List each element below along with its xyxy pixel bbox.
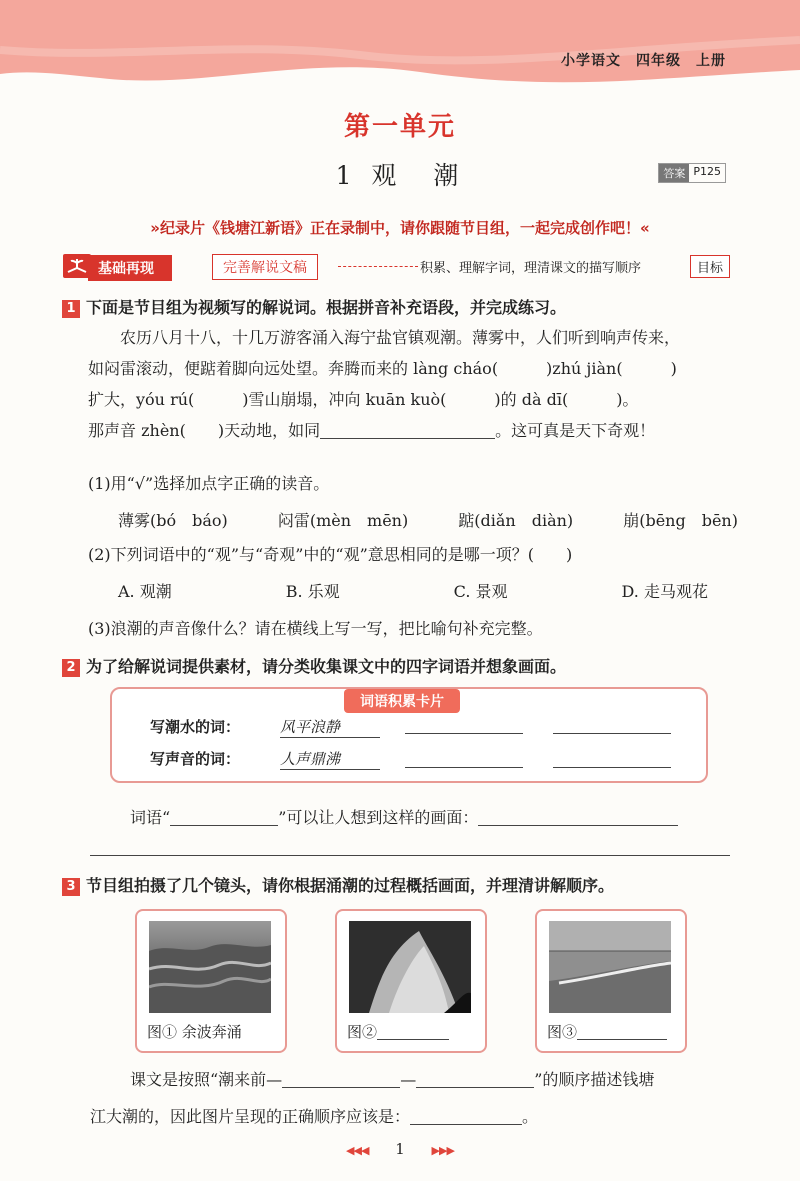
order-text: ”的顺序描述钱塘 [534, 1070, 655, 1089]
answer-blank[interactable] [410, 1108, 522, 1125]
answer-blank[interactable] [405, 733, 523, 734]
question-text: 节目组拍摄了几个镜头，请你根据涌潮的过程概括画面，并理清讲解顺序。 [86, 876, 615, 895]
question-2-title [62, 654, 566, 677]
word-prompt [130, 805, 678, 828]
splash-photo [349, 921, 471, 1013]
question-1-title [62, 295, 566, 318]
question-number: 1 [62, 300, 80, 318]
order-text: — [400, 1070, 417, 1089]
answer-blank[interactable] [282, 1071, 400, 1088]
answer-blank[interactable] [553, 767, 671, 768]
section-label: 基础再现 [88, 255, 172, 281]
section-goal: 积累、理解字词，理清课文的描写顺序 [420, 261, 642, 276]
order-text: 江大潮的，因此图片呈现的正确顺序应该是： [90, 1107, 411, 1126]
question-number: 2 [62, 659, 80, 677]
order-text: 课文是按照“潮来前— [130, 1070, 283, 1089]
goal-tag: 目标 [690, 255, 730, 278]
passage-text: 那声音 zhèn( )天动地，如同 [88, 421, 321, 440]
reading-option[interactable]: 闷雷(mèn mēn) [277, 511, 409, 530]
question-text: 为了给解说词提供素材，请分类收集课文中的四字词语并想象画面。 [86, 657, 567, 676]
section-divider [338, 266, 418, 267]
card-title: 词语积累卡片 [344, 689, 460, 713]
choice-option[interactable]: B. 乐观 [285, 582, 340, 601]
card-word: 风平浪静 [280, 716, 380, 738]
choice-option[interactable]: A. 观潮 [118, 582, 172, 601]
order-line-1 [130, 1067, 654, 1090]
choice-options [118, 579, 708, 602]
left-arrows-icon: ◀◀◀ [346, 1144, 369, 1157]
photo-caption [547, 1021, 667, 1042]
page-footer [0, 1140, 800, 1158]
sub-question-1: (1)用“√”选择加点字正确的读音。 [88, 474, 330, 493]
question-text: 下面是节目组为视频写的解说词。根据拼音补充语段，并完成练习。 [86, 298, 567, 317]
question-number: 3 [62, 878, 80, 896]
section-sub: 完善解说文稿 [212, 254, 318, 280]
answer-blank[interactable] [405, 767, 523, 768]
prompt-text: ”可以让人想到这样的画面： [278, 808, 479, 827]
reading-option[interactable]: 崩(bēng bēn) [623, 511, 738, 530]
answer-blank[interactable] [416, 1071, 534, 1088]
prompt-text: 词语“ [130, 808, 171, 827]
caption-text: 图③ [547, 1023, 578, 1041]
reading-options [118, 508, 738, 531]
answer-line[interactable] [90, 855, 730, 856]
reading-option[interactable]: 踮(diǎn diàn) [458, 511, 574, 530]
reading-option[interactable]: 薄雾(bó báo) [118, 511, 228, 530]
card-row-label: 写潮水的词： [150, 718, 241, 736]
book-info: 小学语文 四年级 上册 [561, 53, 726, 69]
passage-line [88, 415, 738, 446]
photo-caption [347, 1021, 449, 1042]
answer-ref[interactable] [658, 163, 726, 183]
passage-line: 农历八月十八，十几万游客涌入海宁盐官镇观潮。薄雾中，人们听到响声传来， [120, 328, 681, 347]
sub-question-2: (2)下列词语中的“观”与“奇观”中的“观”意思相同的是哪一项？( ) [88, 545, 573, 564]
answer-blank[interactable] [577, 1023, 667, 1040]
intro-banner: »纪录片《钱塘江新语》正在录制中，请你跟随节目组，一起完成创作吧！« [150, 219, 650, 237]
answer-label: 答案 [659, 164, 689, 182]
caption-text: 图② [347, 1023, 378, 1041]
answer-page: P125 [693, 165, 721, 178]
card-row-label: 写声音的词： [150, 750, 241, 768]
answer-blank[interactable] [377, 1023, 449, 1040]
order-text: 。 [522, 1107, 539, 1126]
card-word: 人声鼎沸 [280, 748, 380, 770]
answer-blank[interactable] [553, 733, 671, 734]
choice-option[interactable]: C. 景观 [453, 582, 508, 601]
right-arrows-icon: ▶▶▶ [431, 1144, 454, 1157]
sub-question-3: (3)浪潮的声音像什么？请在横线上写一写，把比喻句补充完整。 [88, 619, 543, 638]
unit-title: 第一单元 [343, 112, 456, 142]
waves-photo [149, 921, 271, 1013]
passage-line: 扩大，yóu rú( )雪山崩塌，冲向 kuān kuò( )的 dà dī( )。 [88, 390, 639, 409]
photo-card-3 [535, 909, 687, 1053]
photo-caption: 图① 余波奔涌 [147, 1023, 242, 1041]
tide-line-photo [549, 921, 671, 1013]
answer-blank[interactable] [170, 809, 278, 826]
passage-line: 如闷雷滚动，便踮着脚向远处望。奔腾而来的 làng cháo( )zhú jiàn( ) [88, 359, 677, 378]
answer-blank[interactable] [478, 809, 678, 826]
answer-blank[interactable] [320, 422, 495, 439]
page-number: 1 [395, 1140, 405, 1158]
photo-card-1 [135, 909, 287, 1053]
order-line-2 [90, 1104, 538, 1127]
lesson-title: 1 观 潮 [335, 161, 465, 190]
question-3-title [62, 873, 614, 896]
passage [88, 322, 738, 446]
passage-text: 。这可真是天下奇观！ [495, 421, 656, 440]
photo-card-2 [335, 909, 487, 1053]
choice-option[interactable]: D. 走马观花 [621, 582, 708, 601]
